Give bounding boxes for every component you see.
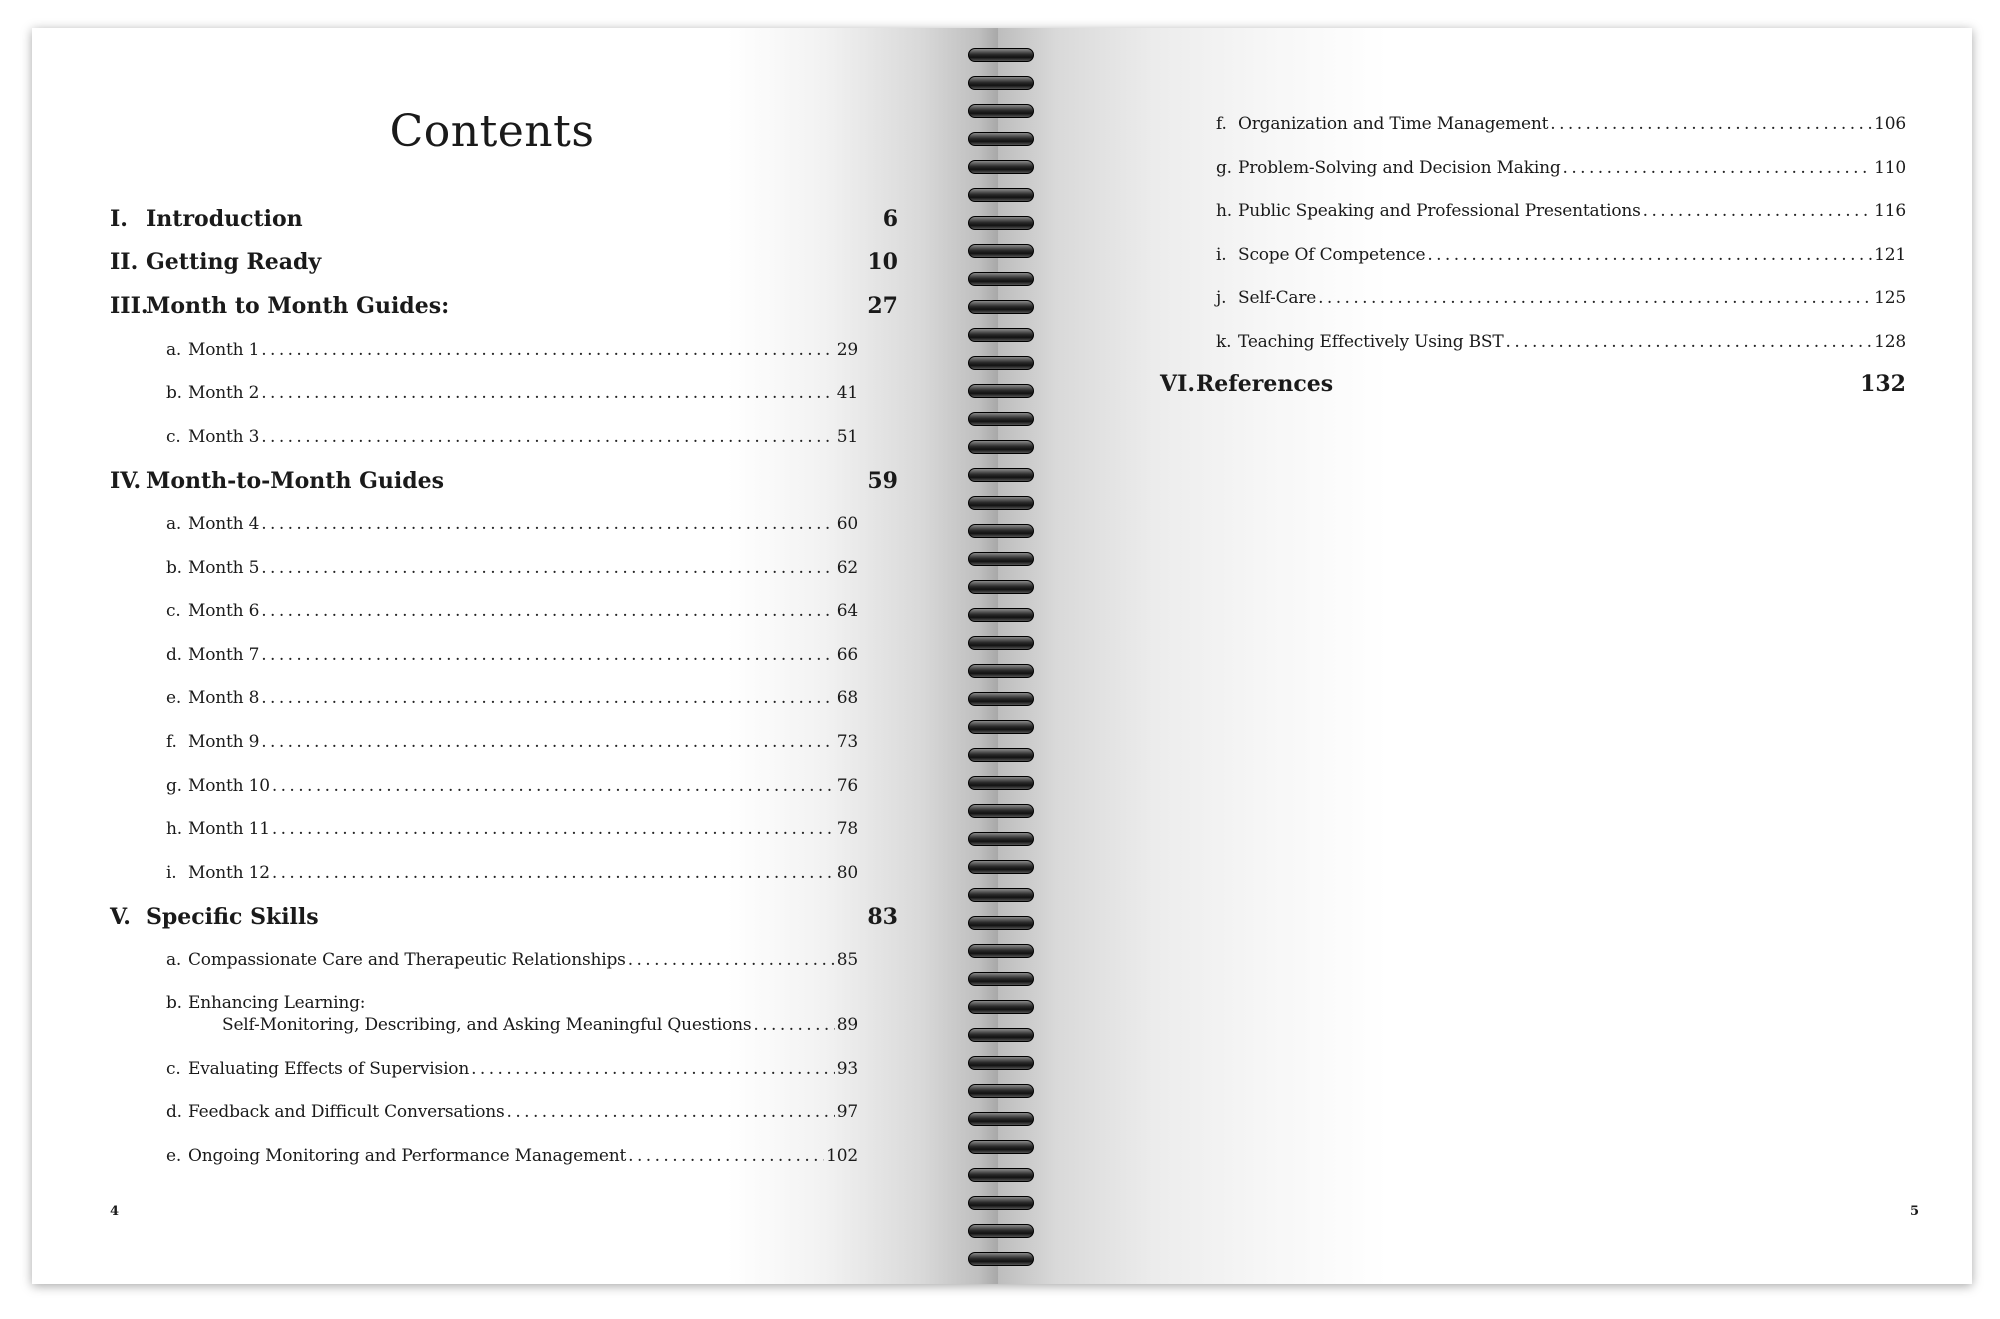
spiral-coil bbox=[968, 1140, 1034, 1154]
toc-entry-continuation bbox=[222, 1015, 858, 1035]
toc-entry bbox=[166, 601, 858, 621]
entry-letter: d. bbox=[166, 1102, 182, 1122]
spiral-coil bbox=[968, 412, 1034, 426]
right-page bbox=[998, 28, 1972, 1284]
toc-entry bbox=[166, 1059, 858, 1079]
entry-letter: f. bbox=[166, 732, 177, 752]
entry-page: 116 bbox=[1874, 201, 1906, 221]
spiral-coil bbox=[968, 244, 1034, 258]
entry-page: 64 bbox=[836, 601, 858, 621]
entry-label: Ongoing Monitoring and Performance Management bbox=[188, 1146, 627, 1166]
entry-letter: e. bbox=[166, 1146, 182, 1166]
spiral-coil bbox=[968, 216, 1034, 230]
spiral-coil bbox=[968, 1168, 1034, 1182]
entry-page: 68 bbox=[836, 688, 858, 708]
entry-letter: b. bbox=[166, 558, 182, 578]
leader-dots bbox=[261, 645, 835, 665]
open-book bbox=[32, 28, 1972, 1284]
entry-letter: b. bbox=[166, 993, 182, 1013]
entry-label: Month 1 bbox=[188, 340, 260, 360]
leader-dots bbox=[1550, 114, 1872, 134]
toc-entry bbox=[166, 383, 858, 403]
toc-entry bbox=[166, 950, 858, 970]
spiral-coil bbox=[968, 1056, 1034, 1070]
leader-dots bbox=[261, 601, 835, 621]
entry-letter: a. bbox=[166, 514, 182, 534]
leader-dots bbox=[261, 558, 835, 578]
toc-entry bbox=[166, 1146, 858, 1166]
spiral-coil bbox=[968, 748, 1034, 762]
entry-letter: d. bbox=[166, 645, 182, 665]
section-numeral: I. bbox=[110, 206, 128, 232]
entry-label: Month 4 bbox=[188, 514, 260, 534]
entry-label: Month 7 bbox=[188, 645, 260, 665]
leader-dots bbox=[272, 863, 835, 883]
entry-letter: a. bbox=[166, 340, 182, 360]
spiral-coil bbox=[968, 132, 1034, 146]
entry-label: Month 3 bbox=[188, 427, 260, 447]
entry-page: 62 bbox=[836, 558, 858, 578]
section-page: 83 bbox=[867, 904, 898, 930]
spiral-coil bbox=[968, 468, 1034, 482]
spiral-coil bbox=[968, 356, 1034, 370]
entry-label: Month 9 bbox=[188, 732, 260, 752]
leader-dots bbox=[261, 340, 835, 360]
spiral-coil bbox=[968, 944, 1034, 958]
spiral-coil bbox=[968, 1196, 1034, 1210]
leader-dots bbox=[261, 732, 835, 752]
entry-page: 78 bbox=[836, 819, 858, 839]
spiral-coil bbox=[968, 776, 1034, 790]
spiral-coil bbox=[968, 496, 1034, 510]
entry-page: 89 bbox=[836, 1015, 858, 1035]
spiral-coil bbox=[968, 1112, 1034, 1126]
spiral-coil bbox=[968, 580, 1034, 594]
toc-entry bbox=[1216, 245, 1906, 265]
entry-label: Teaching Effectively Using BST bbox=[1238, 332, 1504, 352]
entry-page: 128 bbox=[1874, 332, 1906, 352]
toc-entry bbox=[166, 645, 858, 665]
spiral-coil bbox=[968, 552, 1034, 566]
leader-dots bbox=[1318, 288, 1872, 308]
section-numeral: II. bbox=[110, 249, 139, 275]
entry-letter: f. bbox=[1216, 114, 1227, 134]
entry-label: Month 8 bbox=[188, 688, 260, 708]
toc-entry bbox=[166, 558, 858, 578]
section-page: 132 bbox=[1860, 371, 1906, 397]
spiral-coil bbox=[968, 720, 1034, 734]
spiral-coil bbox=[968, 1028, 1034, 1042]
spiral-coil bbox=[968, 440, 1034, 454]
entry-letter: c. bbox=[166, 427, 181, 447]
entry-label: Month 10 bbox=[188, 776, 270, 796]
spiral-coil bbox=[968, 804, 1034, 818]
entry-label: Evaluating Effects of Supervision bbox=[188, 1059, 470, 1079]
toc-entry bbox=[166, 1102, 858, 1122]
toc-entry bbox=[1216, 332, 1906, 352]
toc-entry bbox=[166, 514, 858, 534]
entry-label: Scope Of Competence bbox=[1238, 245, 1426, 265]
entry-page: 102 bbox=[826, 1146, 858, 1166]
left-page bbox=[32, 28, 998, 1284]
section-page: 59 bbox=[867, 468, 898, 494]
toc-entry bbox=[1216, 114, 1906, 134]
entry-label: Month 6 bbox=[188, 601, 260, 621]
leader-dots bbox=[507, 1102, 835, 1122]
spiral-coil bbox=[968, 860, 1034, 874]
spiral-coil bbox=[968, 1000, 1034, 1014]
toc-entry bbox=[166, 340, 858, 360]
leader-dots bbox=[261, 514, 835, 534]
section-page: 27 bbox=[867, 293, 898, 319]
spiral-coil bbox=[968, 160, 1034, 174]
spiral-coil bbox=[968, 188, 1034, 202]
entry-page: 60 bbox=[836, 514, 858, 534]
entry-page: 93 bbox=[836, 1059, 858, 1079]
section-numeral: III. bbox=[110, 293, 149, 319]
leader-dots bbox=[261, 383, 835, 403]
leader-dots bbox=[1427, 245, 1872, 265]
toc-entry bbox=[166, 427, 858, 447]
entry-label: Enhancing Learning: bbox=[188, 993, 366, 1013]
spiral-binding bbox=[968, 48, 1038, 1278]
entry-letter: j. bbox=[1216, 288, 1227, 308]
toc-entry bbox=[166, 732, 858, 752]
entry-page: 97 bbox=[836, 1102, 858, 1122]
toc-entry bbox=[1216, 201, 1906, 221]
toc-entry bbox=[166, 776, 858, 796]
spiral-coil bbox=[968, 300, 1034, 314]
leader-dots bbox=[628, 950, 835, 970]
page-number: 4 bbox=[110, 1204, 120, 1219]
spiral-coil bbox=[968, 832, 1034, 846]
section-page: 10 bbox=[867, 249, 898, 275]
spiral-coil bbox=[968, 636, 1034, 650]
entry-letter: k. bbox=[1216, 332, 1232, 352]
entry-page: 121 bbox=[1874, 245, 1906, 265]
toc-entry bbox=[1216, 158, 1906, 178]
entry-page: 110 bbox=[1874, 158, 1906, 178]
entry-page: 41 bbox=[836, 383, 858, 403]
section-page: 6 bbox=[882, 206, 898, 232]
spiral-coil bbox=[968, 384, 1034, 398]
leader-dots bbox=[1563, 158, 1873, 178]
entry-letter: i. bbox=[166, 863, 177, 883]
section-numeral: V. bbox=[110, 904, 131, 930]
section-label: Introduction bbox=[146, 206, 303, 232]
spiral-coil bbox=[968, 104, 1034, 118]
entry-page: 66 bbox=[836, 645, 858, 665]
leader-dots bbox=[753, 1015, 834, 1035]
entry-letter: c. bbox=[166, 1059, 181, 1079]
spiral-coil bbox=[968, 888, 1034, 902]
entry-letter: b. bbox=[166, 383, 182, 403]
section-label: Specific Skills bbox=[146, 904, 319, 930]
spiral-coil bbox=[968, 328, 1034, 342]
spiral-coil bbox=[968, 664, 1034, 678]
entry-page: 85 bbox=[836, 950, 858, 970]
spiral-coil bbox=[968, 972, 1034, 986]
toc-entry bbox=[1216, 288, 1906, 308]
entry-letter: h. bbox=[166, 819, 182, 839]
page-title: Contents bbox=[389, 106, 595, 157]
spiral-coil bbox=[968, 524, 1034, 538]
entry-letter: a. bbox=[166, 950, 182, 970]
entry-page: 29 bbox=[836, 340, 858, 360]
leader-dots bbox=[261, 688, 835, 708]
entry-letter: g. bbox=[1216, 158, 1232, 178]
entry-letter: e. bbox=[166, 688, 182, 708]
entry-label: Feedback and Difficult Conversations bbox=[188, 1102, 505, 1122]
spiral-coil bbox=[968, 76, 1034, 90]
entry-page: 73 bbox=[836, 732, 858, 752]
section-label: Month to Month Guides: bbox=[146, 293, 450, 319]
spiral-coil bbox=[968, 272, 1034, 286]
section-numeral: IV. bbox=[110, 468, 142, 494]
toc-entry bbox=[166, 688, 858, 708]
section-label: Month-to-Month Guides bbox=[146, 468, 445, 494]
spiral-coil bbox=[968, 1224, 1034, 1238]
spiral-coil bbox=[968, 692, 1034, 706]
toc-entry bbox=[166, 993, 858, 1013]
leader-dots bbox=[272, 776, 835, 796]
leader-dots bbox=[261, 427, 835, 447]
entry-label: Month 11 bbox=[188, 819, 270, 839]
entry-label: Problem-Solving and Decision Making bbox=[1238, 158, 1561, 178]
section-label: Getting Ready bbox=[146, 249, 322, 275]
entry-page: 76 bbox=[836, 776, 858, 796]
spiral-coil bbox=[968, 1084, 1034, 1098]
section-numeral: VI. bbox=[1160, 371, 1196, 397]
entry-letter: i. bbox=[1216, 245, 1227, 265]
section-label: References bbox=[1196, 371, 1334, 397]
spiral-coil bbox=[968, 1252, 1034, 1266]
entry-label: Organization and Time Management bbox=[1238, 114, 1549, 134]
entry-label: Month 5 bbox=[188, 558, 260, 578]
entry-letter: g. bbox=[166, 776, 182, 796]
entry-label: Self-Care bbox=[1238, 288, 1317, 308]
leader-dots bbox=[272, 819, 835, 839]
entry-label: Month 12 bbox=[188, 863, 270, 883]
leader-dots bbox=[471, 1059, 835, 1079]
entry-label: Compassionate Care and Therapeutic Relationships bbox=[188, 950, 626, 970]
entry-label: Self-Monitoring, Describing, and Asking Meaningful Questions bbox=[222, 1015, 752, 1035]
entry-page: 106 bbox=[1874, 114, 1906, 134]
toc-entry bbox=[166, 863, 858, 883]
spiral-coil bbox=[968, 48, 1034, 62]
leader-dots bbox=[1506, 332, 1873, 352]
toc-entry bbox=[166, 819, 858, 839]
spiral-coil bbox=[968, 916, 1034, 930]
spiral-coil bbox=[968, 608, 1034, 622]
entry-page: 51 bbox=[836, 427, 858, 447]
entry-page: 125 bbox=[1874, 288, 1906, 308]
leader-dots bbox=[1643, 201, 1873, 221]
entry-letter: h. bbox=[1216, 201, 1232, 221]
page-number: 5 bbox=[1910, 1204, 1920, 1219]
leader-dots bbox=[628, 1146, 824, 1166]
entry-label: Public Speaking and Professional Presentations bbox=[1238, 201, 1641, 221]
entry-page: 80 bbox=[836, 863, 858, 883]
entry-label: Month 2 bbox=[188, 383, 260, 403]
entry-letter: c. bbox=[166, 601, 181, 621]
